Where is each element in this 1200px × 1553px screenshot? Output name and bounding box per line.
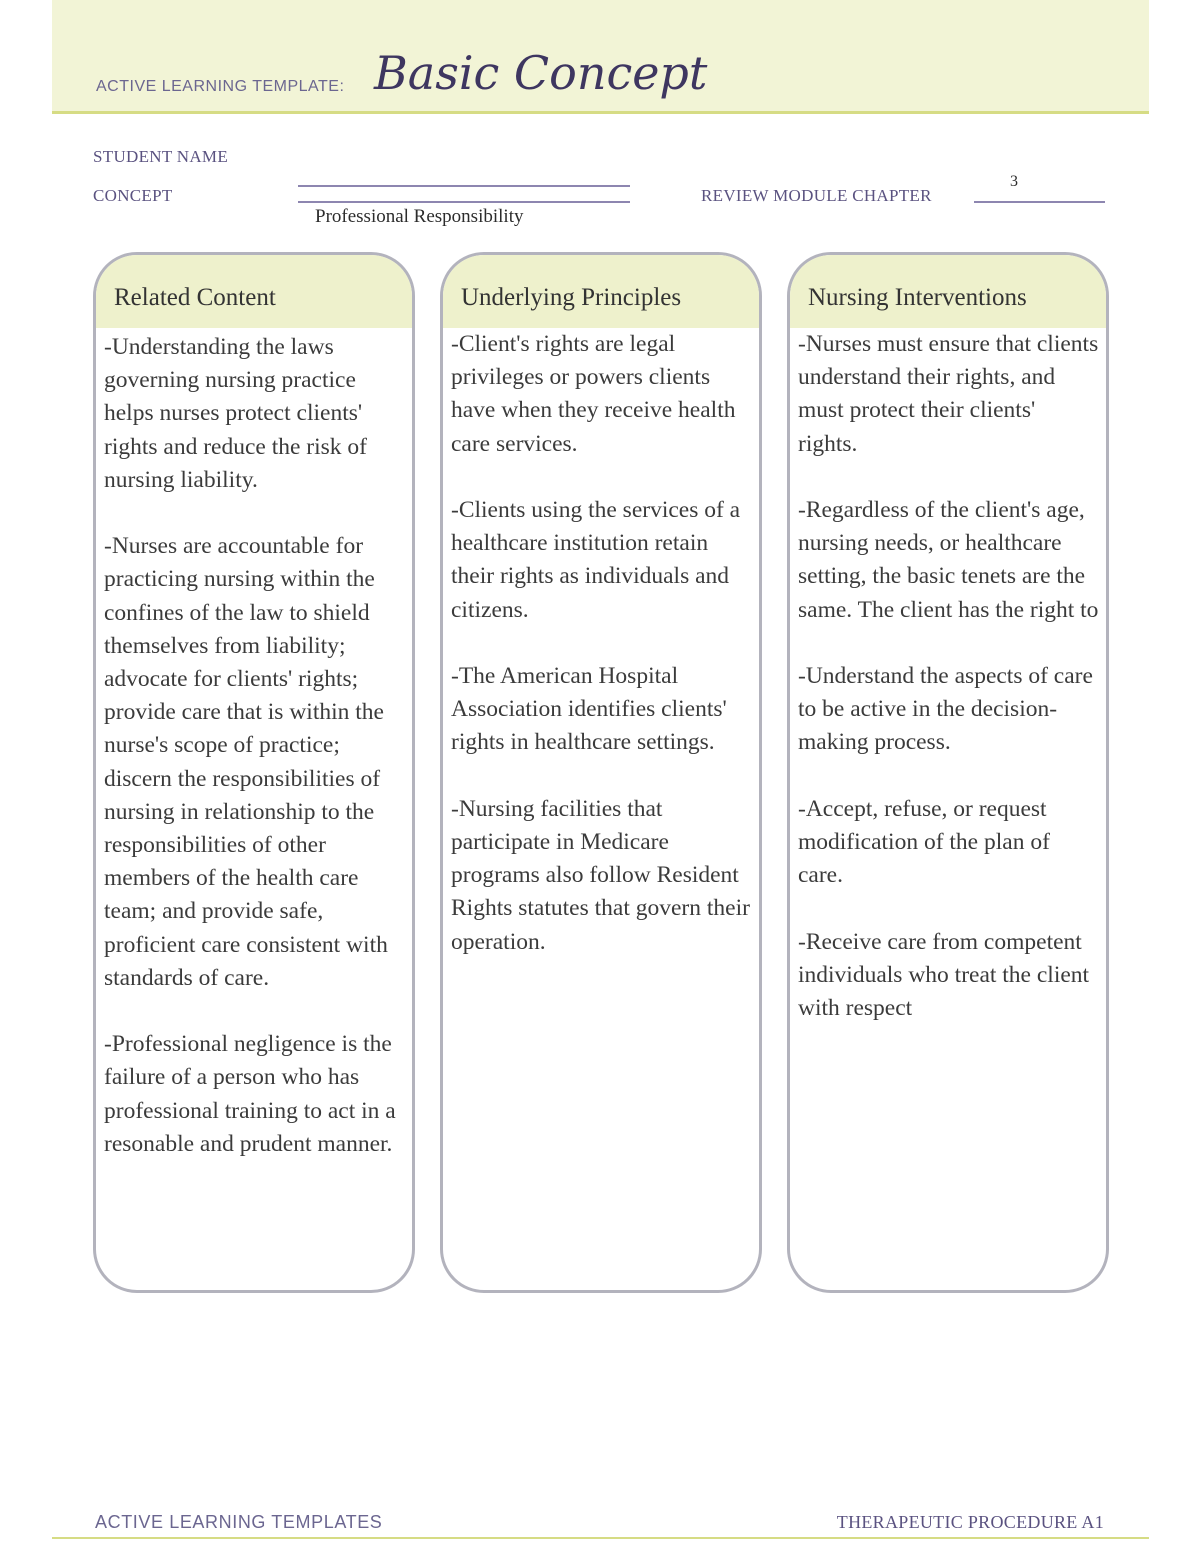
- template-label: ACTIVE LEARNING TEMPLATE:: [96, 78, 345, 95]
- footer-left-label: ACTIVE LEARNING TEMPLATES: [95, 1512, 383, 1532]
- nursing-interventions-paragraph: -Understand the aspects of care to be active in the decision-making process.: [798, 663, 1093, 756]
- student-name-label: STUDENT NAME: [93, 147, 229, 166]
- review-module-value: 3: [1010, 173, 1018, 190]
- underlying-principles-heading: Underlying Principles: [443, 255, 759, 328]
- related-content-heading: Related Content: [96, 255, 412, 328]
- concept-field[interactable]: [298, 201, 630, 203]
- related-content-body: [96, 328, 412, 1161]
- related-content-paragraph: -Professional negligence is the failure of a person who has professional training to act in a resonable and prudent manner.: [104, 1031, 396, 1157]
- nursing-interventions-card: [787, 252, 1109, 1293]
- nursing-interventions-body: [790, 328, 1106, 1025]
- review-module-label: REVIEW MODULE CHAPTER: [701, 186, 932, 205]
- underlying-principles-paragraph: -Client's rights are legal privileges or powers clients have when they receive health care services.: [451, 331, 736, 457]
- footer-right-label: THERAPEUTIC PROCEDURE A1: [836, 1512, 1104, 1532]
- nursing-interventions-paragraph: -Regardless of the client's age, nursing needs, or healthcare setting, the basic tenets are the same. The client has the right to: [798, 497, 1099, 623]
- underlying-principles-paragraph: -Clients using the services of a healthcare institution retain their rights as individuals and citizens.: [451, 497, 741, 623]
- underlying-principles-paragraph: -The American Hospital Association identifies clients' rights in healthcare settings.: [451, 663, 727, 756]
- nursing-interventions-paragraph: -Accept, refuse, or request modification of the plan of care.: [798, 795, 1050, 889]
- header-divider: [52, 111, 1149, 114]
- related-content-paragraph: -Understanding the laws governing nursing practice helps nurses protect clients' rights and reduce the risk of nursing liability.: [104, 334, 367, 493]
- nursing-interventions-paragraph: -Receive care from competent individuals who treat the client with respect: [798, 928, 1090, 1021]
- related-content-paragraph: -Nurses are accountable for practicing nursing within the confines of the law to shield themselves from liability; advocate for clients' rights; provide care that is within the nurse's scope of practice; discern the responsibilities of nursing in relationship to the responsibilities of other members of the health care team; and provide safe, proficient care consistent with standards of care.: [104, 533, 388, 991]
- underlying-principles-body: [443, 328, 759, 959]
- nursing-interventions-heading: Nursing Interventions: [790, 255, 1106, 328]
- underlying-principles-paragraph: -Nursing facilities that participate in Medicare programs also follow Resident Rights statutes that govern their operation.: [451, 795, 750, 955]
- related-content-card: [93, 252, 415, 1293]
- underlying-principles-card: [440, 252, 762, 1293]
- student-name-field[interactable]: [298, 185, 630, 187]
- review-module-field[interactable]: [974, 201, 1105, 203]
- footer-divider: [52, 1537, 1149, 1539]
- concept-value: Professional Responsibility: [315, 206, 524, 227]
- concept-label: CONCEPT: [93, 186, 173, 205]
- nursing-interventions-paragraph: -Nurses must ensure that clients understand their rights, and must protect their clients' rights.: [798, 331, 1099, 457]
- template-title: Basic Concept: [374, 46, 708, 100]
